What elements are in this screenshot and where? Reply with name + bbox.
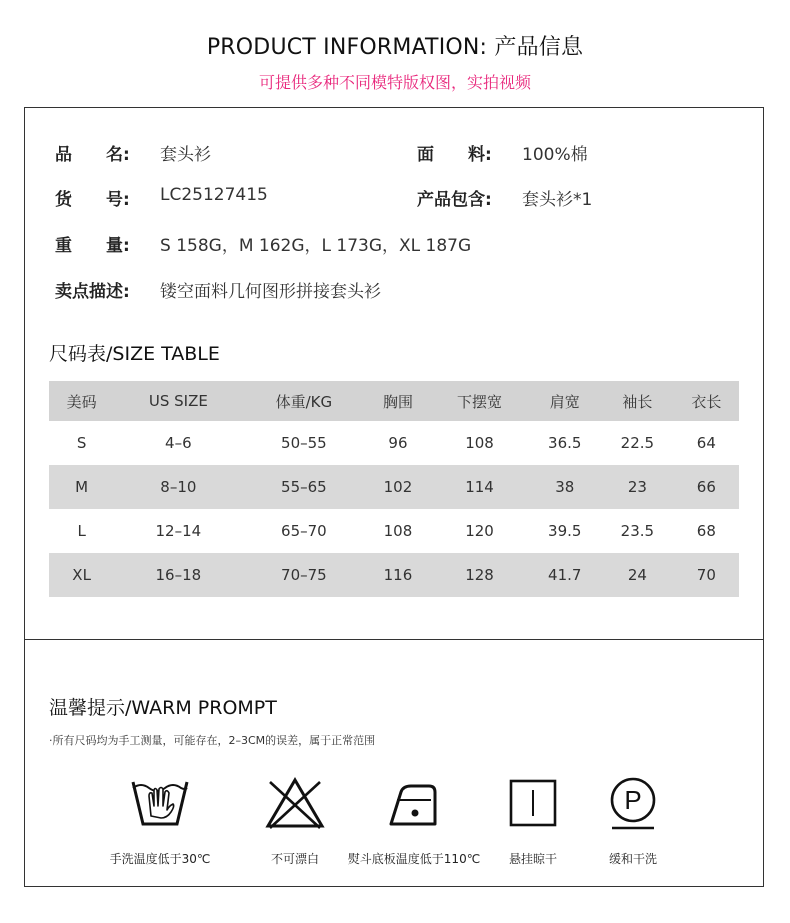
table-cell: 24 <box>627 566 647 584</box>
table-cell: XL <box>72 566 91 584</box>
warm-prompt-title: 温馨提示/WARM PROMPT <box>49 697 277 719</box>
table-cell: 22.5 <box>620 434 655 452</box>
table-cell: 120 <box>465 522 494 540</box>
iron-icon <box>383 776 445 832</box>
table-cell: 50–55 <box>281 434 327 452</box>
name-value: 套头衫 <box>160 145 211 165</box>
care-gentle-dry-clean <box>558 776 708 867</box>
fabric-value: 100%棉 <box>522 145 588 165</box>
gentle-dry-clean-icon <box>602 776 664 832</box>
size-table-title: 尺码表/SIZE TABLE <box>49 343 220 365</box>
table-cell: 116 <box>383 566 413 584</box>
table-cell: 36.5 <box>548 434 582 452</box>
no-bleach-icon <box>264 776 326 832</box>
info-frame <box>24 107 764 887</box>
table-cell: 70–75 <box>281 566 327 584</box>
hand-wash-icon <box>129 776 191 832</box>
table-cell: 16–18 <box>155 566 202 584</box>
page-title: PRODUCT INFORMATION: 产品信息 <box>206 35 584 60</box>
table-cell: 8–10 <box>160 478 197 496</box>
table-cell: L <box>77 522 86 540</box>
table-cell: 41.7 <box>548 566 582 584</box>
package-label: 产品包含: <box>417 190 492 210</box>
care-label: 手洗温度低于30℃ <box>109 852 211 866</box>
table-cell: 55–65 <box>281 478 327 496</box>
header-cell: 肩宽 <box>549 392 580 411</box>
size-table <box>49 381 739 597</box>
table-cell: 108 <box>383 522 413 540</box>
package-value: 套头衫*1 <box>522 190 593 210</box>
table-cell: 23.5 <box>620 522 655 540</box>
table-cell: 65–70 <box>281 522 327 540</box>
table-row <box>49 421 739 465</box>
table-cell: 64 <box>696 434 716 452</box>
table-cell: 128 <box>465 566 494 584</box>
header-cell: 衣长 <box>691 392 722 411</box>
fabric-label: 面 料: <box>417 145 492 165</box>
table-cell: 68 <box>696 522 716 540</box>
care-label: 缓和干洗 <box>608 852 657 866</box>
header-cell: US SIZE <box>148 392 208 410</box>
svg-text:P: P <box>624 785 642 815</box>
measurement-note: ·所有尺码均为手工测量，可能存在，2–3CM的误差，属于正常范围 <box>49 734 376 747</box>
description-label: 卖点描述: <box>55 282 130 302</box>
table-cell: 70 <box>696 566 716 584</box>
table-row <box>49 465 739 509</box>
weight-label: 重 量: <box>55 236 130 256</box>
header-cell: 胸围 <box>382 392 413 411</box>
table-cell: 4–6 <box>165 434 192 452</box>
weight-value: S 158G，M 162G，L 173G，XL 187G <box>160 236 472 256</box>
table-cell: M <box>75 478 89 496</box>
table-cell: 108 <box>465 434 494 452</box>
section-divider <box>25 639 763 640</box>
care-hand-wash <box>85 776 235 867</box>
header-cell: 下摆宽 <box>457 392 503 411</box>
table-cell: 66 <box>696 478 716 496</box>
item-no-label: 货 号: <box>55 190 130 210</box>
item-no-value: LC25127415 <box>160 185 268 205</box>
table-cell: 12–14 <box>155 522 202 540</box>
line-dry-icon <box>502 776 564 832</box>
care-label: 不可漂白 <box>270 852 319 866</box>
page-subtitle: 可提供多种不同模特版权图，实拍视频 <box>258 73 531 92</box>
table-cell: 39.5 <box>548 522 582 540</box>
table-cell: 38 <box>555 478 575 496</box>
description-value: 镂空面料几何图形拼接套头衫 <box>160 282 381 302</box>
header-cell: 袖长 <box>622 392 653 411</box>
name-label: 品 名: <box>55 145 130 165</box>
header-cell: 体重/KG <box>275 392 333 411</box>
table-cell: 23 <box>627 478 647 496</box>
table-row <box>49 509 739 553</box>
table-cell: 114 <box>465 478 494 496</box>
header-cell: 美码 <box>66 392 97 411</box>
size-table-header <box>49 381 739 421</box>
table-cell: S <box>76 434 87 452</box>
care-label: 悬挂晾干 <box>508 852 557 866</box>
care-label: 熨斗底板温度低于110℃ <box>347 852 481 866</box>
table-cell: 96 <box>388 434 408 452</box>
table-row <box>49 553 739 597</box>
table-cell: 102 <box>383 478 413 496</box>
